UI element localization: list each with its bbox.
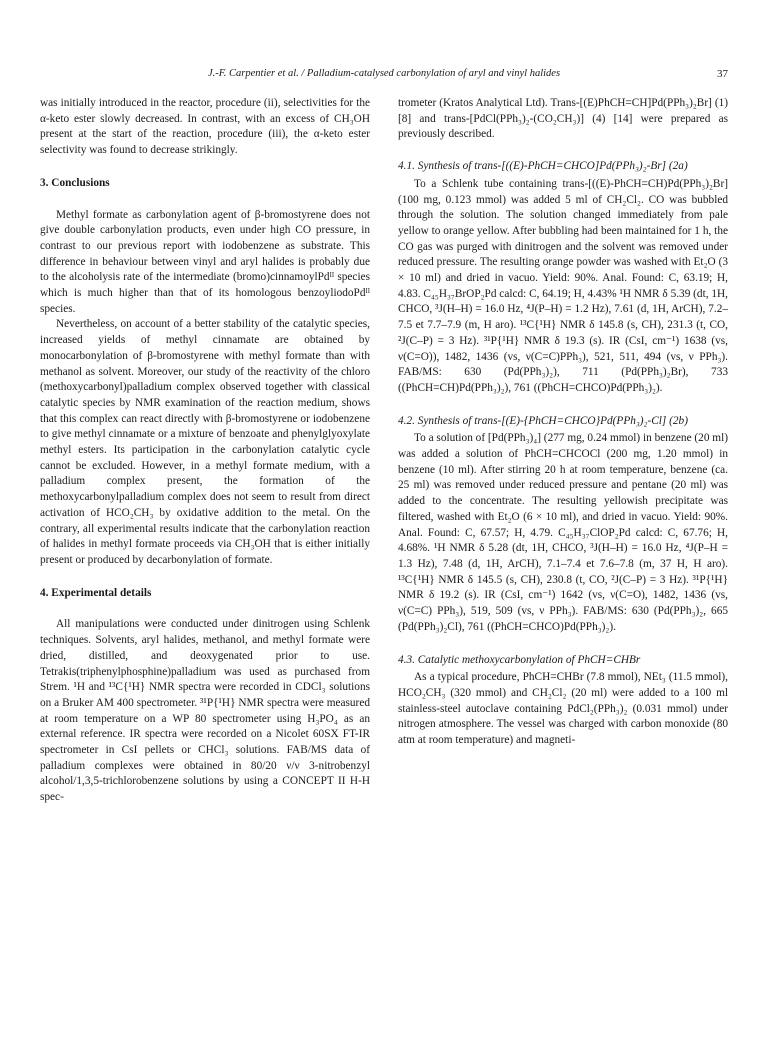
continued-paragraph: trometer (Kratos Analytical Ltd). Trans-[(E)PhCH=CH]Pd(PPh₃)₂Br] (1) [8] and trans-[PdCl(PPh₃)₂-(CO₂CH₃)] (4) [14] were prepared as previously described.: [398, 97, 728, 141]
conclusions-heading: 3. Conclusions: [40, 176, 110, 189]
section-4-2-heading: 4.2. Synthesis of trans-[(E)-{PhCH=CHCO}Pd(PPh₃)₂-Cl] (2b): [398, 414, 688, 427]
page-number: 37: [717, 68, 728, 80]
section-4-3-paragraph: As a typical procedure, PhCH=CHBr (7.8 mmol), NEt₃ (11.5 mmol), HCO₂CH₃ (320 mmol) and CH₂Cl₂ (20 ml) were added to a 100 ml stainless-steel autoclave containing PdCl₂(PPh₃)₂ (0.031 mmol) under nitrogen atmosphere. The vessel was charged with carbon monoxide (80 atm at room temperature) and magneti-: [398, 671, 728, 747]
page-header: [40, 68, 728, 84]
conclusions-paragraph-1: Methyl formate as carbonylation agent of β-bromostyrene does not give double carbonylation products, even under high CO pressure, in contrast to our previous report with iodobenzene as substrate. This difference in behaviour between vinyl and aryl halides is probably due to the alcoholysis rate of the intermediate (bromo)cinnamoylPdᴵᴵ species which is much higher than that of its homologous benzoyliodoPdᴵᴵ species.: [40, 208, 370, 315]
experimental-paragraph-1: All manipulations were conducted under dinitrogen using Schlenk techniques. Solvents, aryl halides, methanol, and methyl formate were dried, distilled, and deoxygenated prior to use. Tetrakis(triphenylphosphine)palladium was used as purchased from Strem. ¹H and ¹³C{¹H} NMR spectra were recorded in CDCl₃ solutions on a Bruker AM 400 spectrometer. ³¹P{¹H} NMR spectra were measured at room temperature on a WP 80 spectrometer using H₃PO₄ as an external reference. IR spectra were recorded on a Nicolet 60SX FT-IR spectrometer in CsI pellets or CHCl₃ solutions. FAB/MS data of palladium complexes were obtained in 80/20 ν/ν 3-nitrobenzyl alcohol/1,3,5-trichlorobenzene solutions by using a CONCEPT II H-H spec-: [40, 618, 370, 804]
conclusions-paragraph-2: Nevertheless, on account of a better stability of the catalytic species, increased yields of methyl cinnamate are obtained by monocarbonylation of β-bromostyrene with methyl formate than with methanol as solvent. Moreover, our study of the reactivity of the chloro (methoxycarbonyl)palladium complex observed together with classical catalytic species by NMR examination of the reaction medium, shows that this complex can react directly with β-bromostyrene or iodobenzene to give methyl cinnamate or a mixture of benzoate and phenylglyoxylate methyl esters. Its participation in the carbonylation catalytic cycle cannot be excluded. However, in a methyl formate medium, with a palladium complex present, the formation of the methoxycarbonylpalladium complex does not seem to result from direct activation of HCO₂CH₃ by oxidative addition to the metal. On the contrary, all experimental results indicate that the carbonylation reaction of halides in methyl formate proceeds via CH₃OH that is either initially present or produced by decarbonylation of formate.: [40, 318, 370, 566]
section-4-3-heading: 4.3. Catalytic methoxycarbonylation of PhCH=CHBr: [398, 653, 641, 666]
running-head: J.-F. Carpentier et al. / Palladium-catalysed carbonylation of aryl and vinyl halides: [207, 68, 561, 79]
section-4-1-heading: 4.1. Synthesis of trans-[((E)-PhCH=CHCO]Pd(PPh₃)₂-Br] (2a): [398, 160, 688, 173]
left-column: [40, 96, 370, 806]
section-4-1-paragraph: To a Schlenk tube containing trans-[((E)-PhCH=CH)Pd(PPh₃)₂Br] (100 mg, 0.123 mmol) was added 5 ml of CH₂Cl₂. CO was bubbled through the solution. The solution changed immediately from pale yellow to orange yellow. After bubbling had been maintained for 1 h, the CO gas was purged with dinitrogen and the solvent was removed under reduced pressure. The resulting orange powder was washed with Et₂O (3 × 10 ml) and dried in vacuo. Yield: 90%. Anal. Found: C, 63.19; H, 4.83. C₄₅H₃₇BrOP₂Pd calcd: C, 64.19; H, 4.43% ¹H NMR δ 5.39 (dt, 1H, CHCO, ³J(H–H) = 16.0 Hz, ⁴J(P–H) = 1.2 Hz), 7.61 (d, 1H, ArCH), 7.2–7.5 et 7.7–7.9 (m, H aro). ¹³C{¹H} NMR δ 145.8 (s, CH), 231.3 (t, CO, ²J(C–P) = 3 Hz). ³¹P{¹H} NMR δ 19.3 (s). IR (CsI, cm⁻¹) 1638 (vs, ν(C=O)), 1482, 1436 (vs, ν(C=C)PPh₃), 521, 511, 494 (vs, ν PPh₃). FAB/MS: 630 (Pd(PPh₃)₂), 711 (Pd(PPh₃)₂Br), 733 ((PhCH=CH)Pd(PPh₃)₂), 761 ((PhCH=CHCO)Pd(PPh₃)₂).: [398, 177, 728, 394]
section-4-2-paragraph: To a solution of [Pd(PPh₃)₄] (277 mg, 0.24 mmol) in benzene (20 ml) was added a solution of PhCH=CHCOCl (200 mg, 1.20 mmol) in benzene (10 ml). After stirring 20 h at room temperature, benzene (ca. 25 ml) was removed under reduced pressure and pentane (20 ml) was added to the concentrate. The resulting yellowish precipitate was filtered, washed with Et₂O (6 × 10 ml), and dried in vacuo. Yield: 90%. Anal. Found: C, 67.57; H, 4.79. C₄₅H₃₇ClOP₂Pd calcd: C, 67.76; H, 4.68%. ¹H NMR δ 5.28 (dt, 1H, CHCO, ³J(H–H) = 16.0 Hz, ⁴J(P–H = 1.3 Hz), 7.48 (d, 1H, ArCH), 7.1–7.4 et 7.6–7.8 (m, 37 H, H aro). ¹³C{¹H} NMR δ 145.5 (s, CH), 230.8 (t, CO, ²J(C–P) = 3 Hz). ³¹P{¹H} NMR δ 19.2 (s). IR (CsI, cm⁻¹) 1642 (vs, ν(C=O), 1482, 1436 (vs, ν(C=C) PPh₃), 519, 509 (vs, ν PPh₃). FAB/MS: 630 (Pd(PPh₃)₂, 665 (Pd(PPh₃)₂Cl), 761 ((PhCH=CHCO)Pd(PPh₃)₂).: [398, 432, 728, 633]
right-column: [398, 96, 728, 749]
intro-paragraph: was initially introduced in the reactor, procedure (ii), selectivities for the α-keto ester slowly decreased. In contrast, with an excess of CH₃OH present at the start of the reaction, procedure (iii), the α-keto ester selectivity was found to decrease strikingly.: [40, 97, 370, 157]
experimental-heading: 4. Experimental details: [40, 586, 152, 599]
